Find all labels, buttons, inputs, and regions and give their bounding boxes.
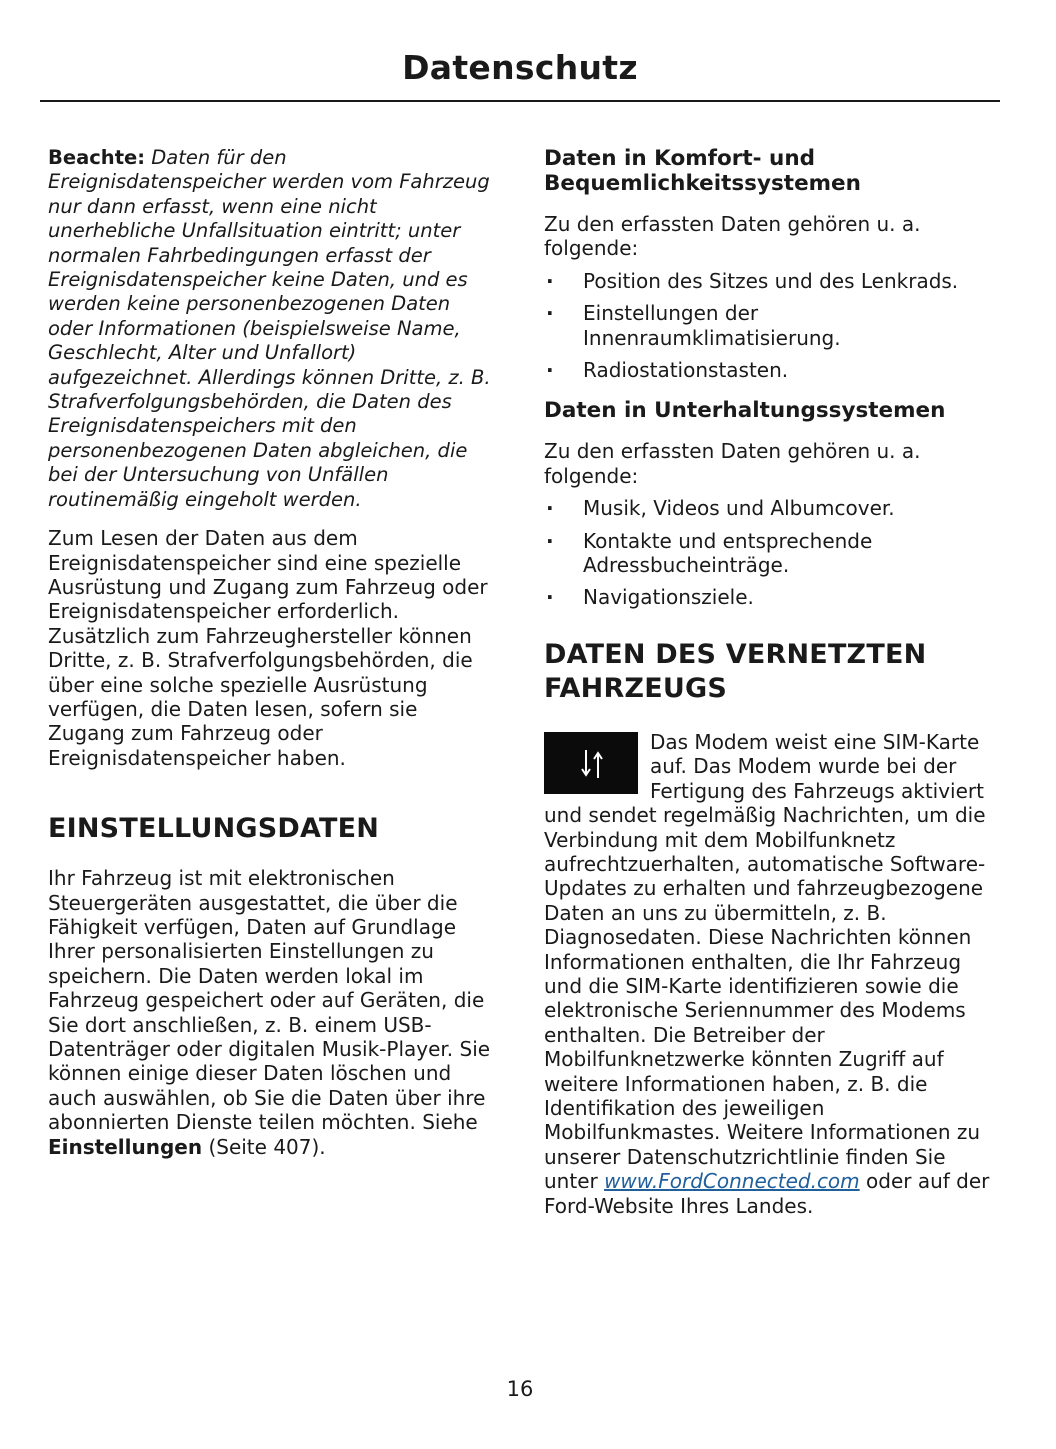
reading-paragraph: Zum Lesen der Daten aus dem Ereignisdatenspeicher sind eine spezielle Ausrüstung und Zugang zum Fahrzeug oder Ereignisdatenspeicher erforderlich. Zusätzlich zum Fahrzeughersteller können Dritte, z. B. Strafverfolgungsbehörden, die über eine solche spezielle Ausrüstung verfügen, die Daten lesen, sofern sie Zugang zum Fahrzeug oder Ereignisdatenspeicher haben.: [48, 526, 488, 770]
connected-block: [544, 730, 996, 1218]
list-item: · Radiostationstasten.: [544, 358, 996, 382]
connected-paragraph: [544, 730, 996, 1218]
note-text: Daten für den Ereignisdatenspeicher werden vom Fahrzeug nur dann erfasst, wenn eine nicht unerhebliche Unfallsituation eintritt; unter normalen Fahrbedingungen erfasst der Ereignisdatenspeicher keine Daten, und es werden keine personenbezogenen Daten oder Informationen (beispielsweise Name, Geschlecht, Alter und Unfallort) aufgezeichnet. Allerdings können Dritte, z. B. Strafverfolgungsbehörden, die Daten des Ereignisdatenspeichers mit den personenbezogenen Daten abgleichen, die bei der Untersuchung von Unfällen routinemäßig eingeholt werden.: [48, 146, 491, 511]
left-column: [48, 146, 500, 1159]
list-item: · Musik, Videos und Albumcover.: [544, 496, 996, 520]
list-item: · Kontakte und entsprechende Adressbucheinträge.: [544, 529, 996, 578]
section-title-comfort: Daten in Komfort- und Bequemlichkeitssystemen: [544, 146, 861, 196]
list-item: · Navigationsziele.: [544, 585, 996, 609]
entertainment-intro: Zu den erfassten Daten gehören u. a. folgende:: [544, 439, 921, 488]
settings-reference[interactable]: Einstellungen: [48, 1134, 203, 1159]
connected-text: Das Modem weist eine SIM-Karte auf. Das Modem wurde bei der Fertigung des Fahrzeugs aktiviert und sendet regelmäßig Nachrichten, um die Verbindung mit dem Mobilfunknetz aufrechtzuerhalten, automatische Software-Updates zu erhalten und fahrzeugbezogene Daten an uns zu übermitteln, z. B. Diagnosedaten. Diese Nachrichten können Informationen enthalten, die Ihr Fahrzeug und die SIM-Karte identifizieren sowie die elektronische Seriennummer des Modems enthalten. Die Betreiber der Mobilfunknetzwerke könnten Zugriff auf weitere Informationen haben, z. B. die Identifikation des jeweiligen Mobilfunkmastes. Weitere Informationen zu unserer Datenschutzrichtlinie finden Sie unter: [544, 729, 986, 1194]
page-title: Datenschutz: [402, 48, 638, 87]
settings-page-ref: (Seite 407).: [202, 1134, 326, 1159]
comfort-list: [544, 269, 996, 383]
page-number: 16: [506, 1377, 534, 1401]
list-item: · Position des Sitzes und des Lenkrads.: [544, 269, 996, 293]
list-item: · Einstellungen der Innenraumklimatisierung.: [544, 301, 996, 350]
title-divider: [40, 100, 1000, 102]
note-paragraph: [48, 146, 500, 512]
right-column: [544, 146, 996, 1218]
settings-paragraph: [48, 866, 500, 1159]
ford-connected-link[interactable]: www.FordConnected.com: [604, 1169, 860, 1194]
comfort-intro: Zu den erfassten Daten gehören u. a. folgende:: [544, 212, 921, 261]
section-title-connected: DATEN DES VERNETZTEN FAHRZEUGS: [544, 638, 927, 704]
data-transfer-icon: [544, 732, 638, 794]
section-title-settings: EINSTELLUNGSDATEN: [48, 813, 380, 845]
settings-text: Ihr Fahrzeug ist mit elektronischen Steuergeräten ausgestattet, die über die Fähigkeit verfügen, Daten auf Grundlage Ihrer personalisierten Einstellungen zu speichern. Die Daten werden lokal im Fahrzeug gespeichert oder auf Geräten, die Sie dort anschließen, z. B. einem USB-Datenträger oder digitalen Musik-Player. Sie können einige dieser Daten löschen und auch auswählen, ob Sie die Daten über ihre abonnierten Dienste teilen möchten. Siehe: [48, 866, 491, 1135]
section-title-entertainment: Daten in Unterhaltungssystemen: [544, 398, 946, 424]
entertainment-list: [544, 496, 996, 610]
note-label: Beachte:: [48, 146, 146, 169]
connected-text-end: oder auf der Ford-Website Ihres Landes.: [544, 1169, 990, 1218]
